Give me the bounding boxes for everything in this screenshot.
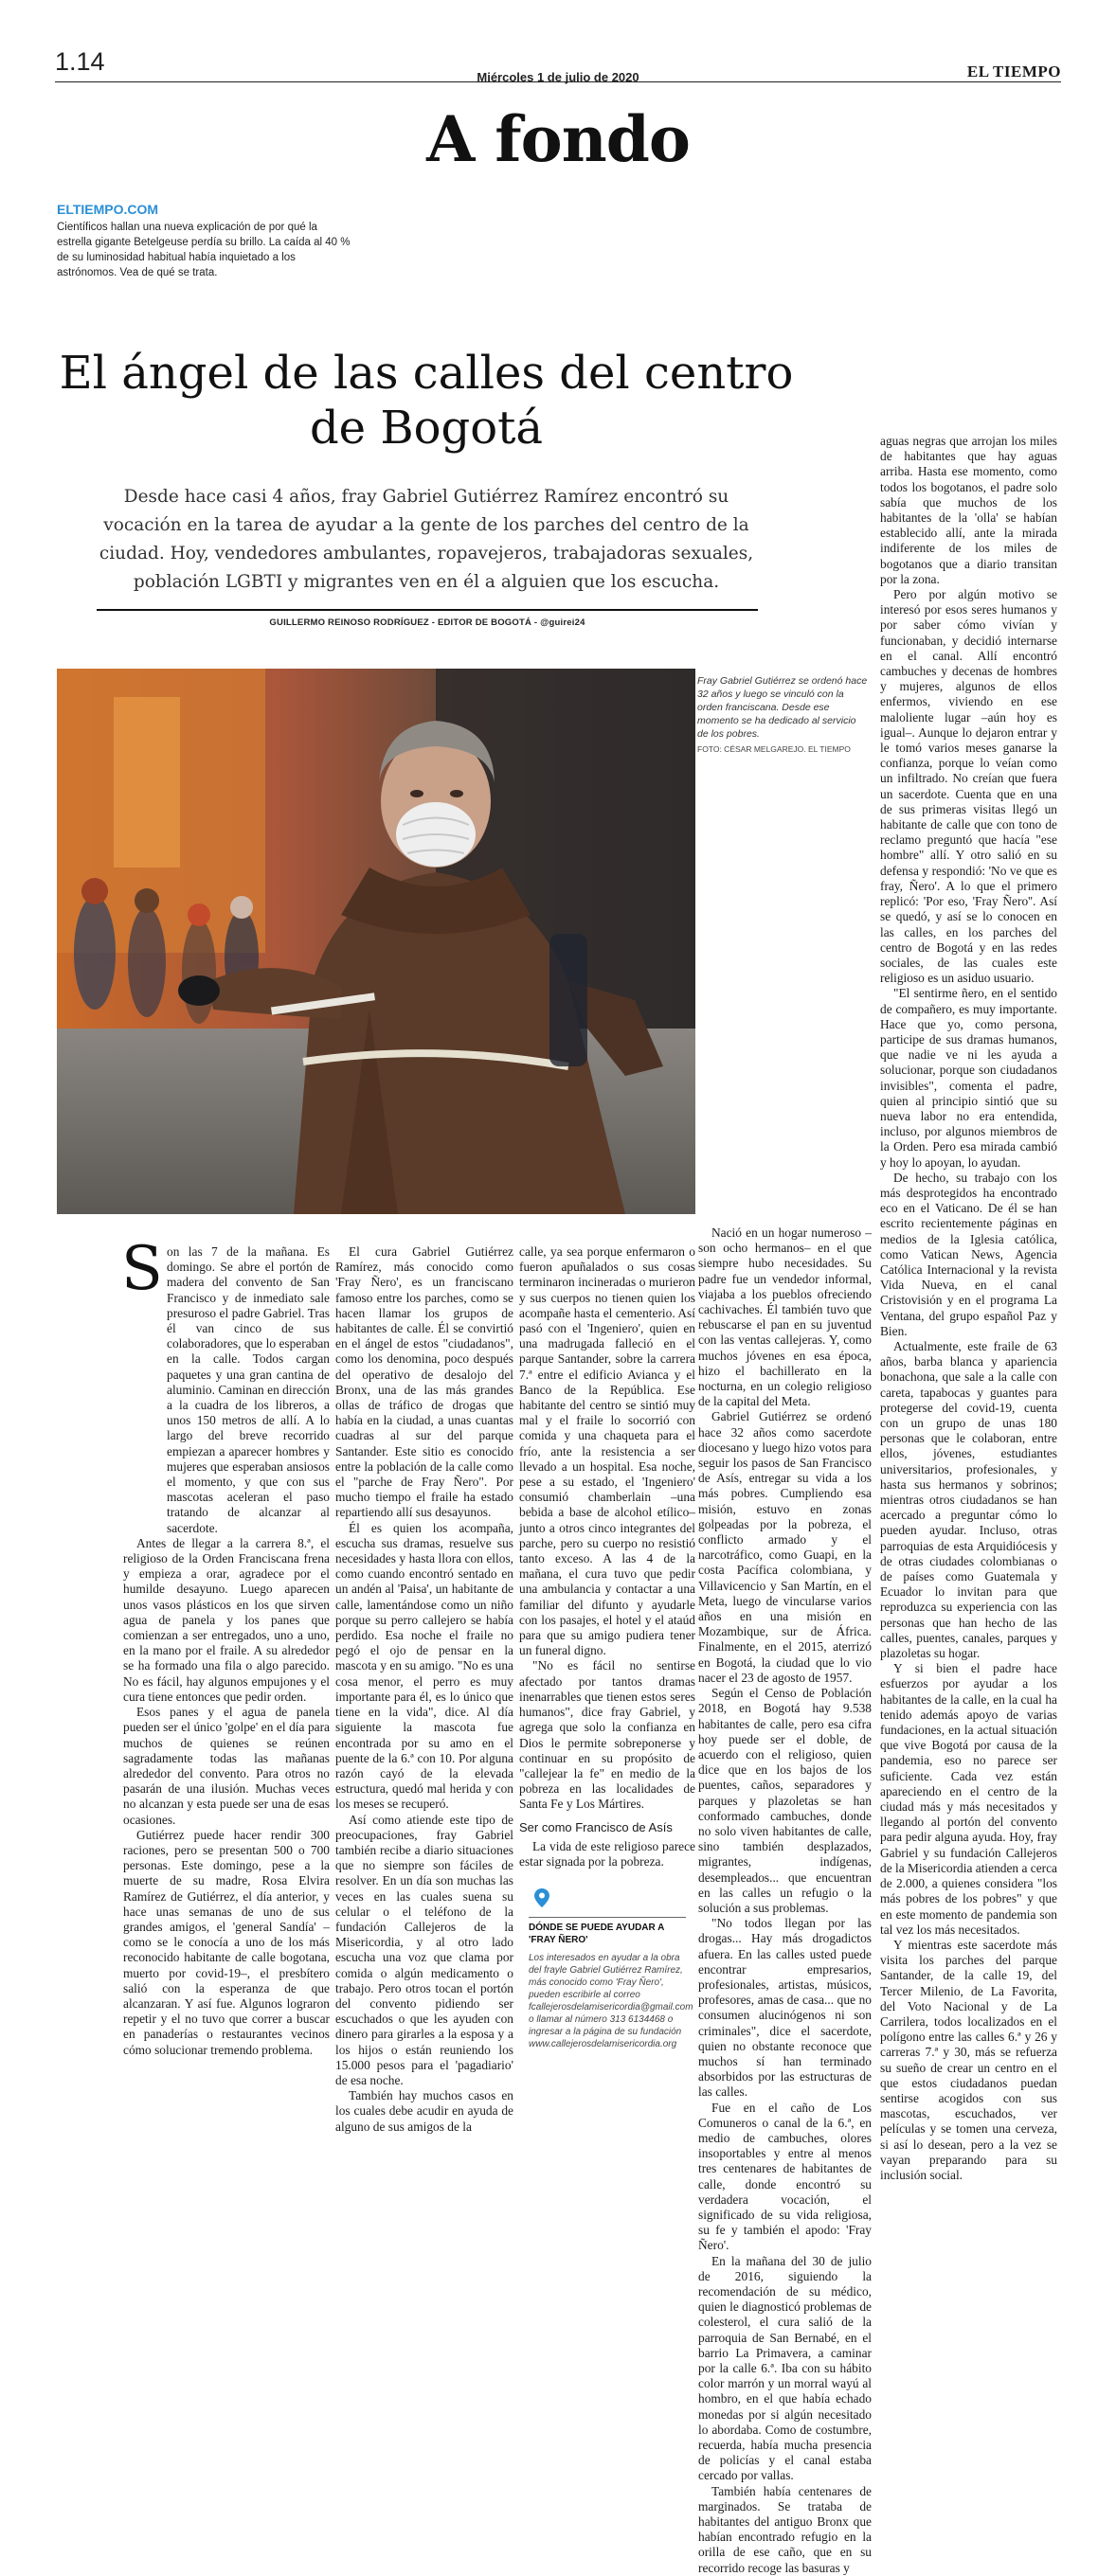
paragraph: Según el Censo de Población 2018, en Bogotá hay 9.538 habitantes de calle, pero esa cifra hoy puede ser el doble, de acuerdo con el religioso, quien dice que en los bajos de los puentes, caños, separadores y parques y plazoletas se han conformado cambuches, donde no solo viven habitantes de calle, sino también desplazados, migrantes, indígenas, desempleados... que encuentran en las calles un refugio o la solución a sus problemas. <box>698 1686 872 1915</box>
article-column-5 <box>880 434 1057 2183</box>
article-headline: El ángel de las calles del centro de Bogotá <box>59 347 794 455</box>
header-rule <box>55 81 1061 82</box>
paragraph: Él es quien los acompaña, escucha sus dramas, resuelve sus necesidades y hasta llora con ellos, como cuando encontró sentado en un andén al 'Paisa', un habitante de calle, lamentándose como un niño porque su perro callejero se había perdido. Esa noche el fraile no pegó el ojo de pensar en la mascota y en su amigo. "No es una cosa menor, el perro es muy importante para él, es lo único que tiene en la vida", dice. Al día siguiente la mascota fue encontrada por su amo en el puente de la 6.ª con 10. Por alguna razón cayó de la elevada estructura, quedó mal herida y con los meses se recuperó. <box>335 1520 513 1812</box>
help-infobox <box>529 1904 693 2050</box>
friar-photo-illustration <box>57 669 695 1214</box>
paragraph: Esos panes y el agua de panela pueden ser el único 'golpe' en el día para muchos de quienes se reúnen sagradamente todas las mañanas alrededor del convento. Para otros no pasarán de una ilusión. Muchas veces no alcanzan y esta puede ser una de esas ocasiones. <box>123 1705 330 1827</box>
infobox-body: Los interesados en ayudar a la obra del frayle Gabriel Gutiérrez Ramírez, más conocido como 'Fray Ñero', pueden escribirle al correo fcallejerosdelamisericordia@gmail.com o llamar al número 313 6134468 o ingresar a la página de su fundación www.callejerosdelamisericordia.org <box>529 1953 693 2049</box>
paragraph: calle, ya sea porque enfermaron o fueron apuñalados o sus cosas terminaron incineradas o murieron y sus cuerpos no tienen quien los acompañe hasta el cementerio. Así pasó con el 'Ingeniero', quien en una madrugada falleció en el parque Santander, sobre la carrera 7.ª entre el edificio Avianca y el Banco de la República. Ese habitante del centro se sintió muy mal y el fraile lo socorrió con comida y una chaqueta para el frío, ante la resistencia a ser llevado a un hospital. Esa noche, pese a su estado, el 'Ingeniero' consumió chamberlain –una bebida a base de alcohol etílico– junto a otros cinco integrantes del parche, pero su cuerpo no resistió tanto exceso. A las 4 de la mañana, el cura tuvo que pedir una ambulancia y contactar a una familiar del difunto y ayudarle con los pasajes, el hotel y el ataúd para que su amigo pudiera tener un funeral digno. <box>519 1244 695 1658</box>
paragraph: aguas negras que arrojan los miles de habitantes que hay aguas arriba. Hasta ese momento, como todos los bogotanos, el padre solo sabía que muchos de los habitantes de la 'olla' se habían establecido allí, ante la mirada indiferente de los miles de bogotanos que a diario transitan por la zona. <box>880 434 1057 586</box>
photo-caption <box>697 674 868 756</box>
article-column-3 <box>519 1244 695 1869</box>
masthead-logo: EL TIEMPO <box>966 63 1061 80</box>
paragraph: Nació en un hogar numeroso –son ocho hermanos– en el que siempre hubo necesidades. Su padre fue un vendedor informal, viajaba a los pueblos ofreciendo cachivaches. Él también tuvo que rebuscarse el pan en su juventud con las ventas callejeras. Y, como muchos jóvenes en esa época, hizo el bachillerato en la nocturna, en un colegio religioso de la capital del Meta. <box>698 1225 872 1409</box>
web-teaser-text: Científicos hallan una nueva explicación de por qué la estrella gigante Betelgeuse perdía su brillo. La caída al 40 % de su luminosidad habitual había inquietado a los astrónomos. Vea de qué se trata. <box>57 222 351 278</box>
paragraph: Y mientras este sacerdote más visita los parches del parque Santander, de la calle 19, del Tercer Milenio, de La Favorita, del Voto Nacional y de La Carrilera, todos localizados en el polígono entre las calles 6.ª y 26 y carreras 7.ª y 30, más se refuerza su sueño de crear un centro en el que estos ciudadanos puedan sentirse acogidos con sus mascotas, escuchados, ver películas y se tomen una cerveza, si así lo desean, pero a la vez se vayan preparando para su inclusión social. <box>880 1937 1057 2182</box>
paragraph: Y si bien el padre hace esfuerzos por ayudar a los habitantes de la calle, en la cual ha tenido además apoyo de varias fundaciones, en la actual situación que vive Bogotá por causa de la pandemia, eso no parece ser suficiente. Cada vez están apareciendo en el centro de la ciudad más y más necesitados y llegando al portón del convento para pedir alguna ayuda. Hoy, fray Gabriel y su fundación Callejeros de la Misericordia atienden a cerca de 2.000, a quienes considera "los más pobres de los pobres" y que en este momento de pandemia son tal vez los más necesitados. <box>880 1661 1057 1937</box>
paragraph: Gutiérrez puede hacer rendir 300 raciones, pero se presentan 500 o 700 personas. Este domingo, pese a la muerte de su madre, Rosa Elvira Ramírez de Gutiérrez, el día anterior, y hace unas semanas de uno de sus grandes amigos, el 'general Sandía' –como se le conocía a uno de los más reconocido habitante de calle bogotana, muerto por covid-19–, el presbítero salió con la esperanza de que alcanzaran. Y así fue. Algunos lograron repetir y el no tuvo que correr a buscar en panaderías o restaurantes vecinos cómo solucionar tremendo problema. <box>123 1827 330 2057</box>
byline-rule <box>97 609 758 611</box>
page-number: 1.14 <box>55 47 105 76</box>
article-photo <box>57 669 695 1214</box>
paragraph: De hecho, su trabajo con los más desprotegidos ha encontrado eco en el Vaticano. De él se han escrito recientemente páginas en medios de la Iglesia católica, como Vatican News, Agencia Católica Internacional y la revista Vida Nueva, en el canal Cristovisión y en el programa La Ventana, del grupo español Paz y Bien. <box>880 1170 1057 1338</box>
issue-date: Miércoles 1 de julio de 2020 <box>477 70 639 84</box>
paragraph: "El sentirme ñero, en el sentido de compañero, es muy importante. Hace que yo, como persona, participe de sus dramas humanos, que nadie ve ni les ayuda a solucionar, porque son ciudadanos invisibles", comenta el padre, quien al principio sintió que su nueva labor no era entendida, incluso, por algunos miembros de la Orden. Pero esa mirada cambió y hoy lo apoyan, lo ayudan. <box>880 986 1057 1170</box>
location-pin-icon <box>534 1888 549 1912</box>
paragraph: Actualmente, este fraile de 63 años, barba blanca y apariencia bonachona, que sale a la calle con careta, tapabocas y guantes para protegerse del covid-19, cuenta con un grupo de unas 180 personas que le colaboran, entre ellos, jóvenes, estudiantes universitarios, profesionales, y hasta sus hermanos y sobrinos; mientras otros ciudadanos se han acercado a preguntar cómo lo pueden ayudar. Incluso, otras parroquias de esta Arquidiócesis y de otras ciudades colombianas o de países como Guatemala y Ecuador lo invitan para que reproduzca su experiencia con las personas que han hecho de las calles, puentes, canales, parques y plazoletas su hogar. <box>880 1338 1057 1661</box>
paragraph: También había centenares de marginados. Se trataba de habitantes del antiguo Bronx que habían encontrado refugio en la orilla de ese caño, que en su recorrido recoge las basuras y <box>698 2483 872 2575</box>
paragraph: Antes de llegar a la carrera 8.ª, el religioso de la Orden Franciscana frena y empieza a orar, agradece por el humilde desayuno. Luego aparecen unos vasos plásticos en los que sirven agua de panela y los panes que comienzan a ser entregados, uno a uno, en la mano por el fraile. A su alrededor se ha formado una fila o algo parecido. No es fácil, hay algunos empujones y el cura tiene entonces que pedir orden. <box>123 1535 330 1704</box>
article-column-2 <box>335 1244 513 2135</box>
paragraph: Fue en el caño de Los Comuneros o canal de la 6.ª, en medio de cambuches, olores insoportables y entre al menos tres centenares de habitantes de calle, donde encontró su verdadera vocación, el significado de su vida religiosa, su fe y también el apodo: 'Fray Ñero'. <box>698 2100 872 2253</box>
paragraph: En la mañana del 30 de julio de 2016, siguiendo la recomendación de su médico, quien le diagnosticó problemas de colesterol, el cura salió de la parroquia de San Bernabé, en el barrio La Primavera, a caminar por la calle 6.ª. Iba con su hábito color marrón y un morral wayú al hombro, en el que había echado monedas por si algún necesitado lo abordaba. Como de costumbre, recuerda, había mucha presencia de policías y el canal estaba cercado por vallas. <box>698 2253 872 2483</box>
paragraph: La vida de este religioso parece estar signada por la pobreza. <box>519 1838 695 1869</box>
infobox-title: DÓNDE SE PUEDE AYUDAR A 'FRAY ÑERO' <box>529 1917 686 1946</box>
paragraph: También hay muchos casos en los cuales debe acudir en ayuda de alguno de sus amigos de la <box>335 2088 513 2134</box>
article-column-1 <box>123 1244 330 2058</box>
paragraph: "No es fácil no sentirse afectado por tantos dramas inenarrables que tienen estos seres humanos", dice fray Gabriel, y agrega que solo la confianza en Dios le permite sobreponerse y continuar en su propósito de "callejear la fe" en medio de la pobreza en las localidades de Santa Fe y Los Mártires. <box>519 1658 695 1812</box>
paragraph: El cura Gabriel Gutiérrez Ramírez, más conocido como 'Fray Ñero', es un franciscano famoso entre los parches, como se hacen llamar los grupos de habitantes de calle. Él se convirtió en el ángel de estos "ciudadanos", como los denomina, poco después del operativo de desalojo del Bronx, una de las más grandes ollas de tráfico de drogas que había en la ciudad, a unas cuantas cuadras al sur del parque Santander. Este sitio es conocido entre la población de la calle como el "parche de Fray Ñero". Por mucho tiempo el fraile ha estado repartiendo allí sus desayunos. <box>335 1244 513 1520</box>
subhead: Ser como Francisco de Asís <box>519 1819 673 1834</box>
paragraph: "No todos llegan por las drogas... Hay más drogadictos afuera. En las calles usted puede encontrar empresarios, profesionales, artistas, músicos, profesores, amas de casa... que no consumen alucinógenos ni son criminales", dice el sacerdote, quien no obstante reconoce que muchos sí han terminado absorbidos por las estructuras de las calles. <box>698 1916 872 2100</box>
photo-credit: FOTO: CÉSAR MELGAREJO. EL TIEMPO <box>697 744 851 754</box>
article-standfirst: Desde hace casi 4 años, fray Gabriel Gutiérrez Ramírez encontró su vocación en la tarea de ayudar a la gente de los parches del centro de la ciudad. Hoy, vendedores ambulantes, ropavejeros, trabajadoras sexuales, población LGBTI y migrantes ven en él a alguien que los escucha. <box>99 487 754 592</box>
article-byline: GUILLERMO REINOSO RODRÍGUEZ - EDITOR DE BOGOTÁ - @guirei24 <box>269 617 585 628</box>
paragraph: on las 7 de la mañana. Es domingo. Se abre el portón de madera del convento de San Francisco y de inmediato sale presuroso el padre Gabriel. Tras él van cinco de sus colaboradores, que lo esperaban en la calle. Todos cargan paquetes y una gran cantina de aluminio. Caminan en dirección a la cuadra de los libreros, a unos 150 metros de allí. A lo largo del breve recorrido empiezan a aparecer hombres y mujeres que esperaban ansiosos el momento, y que con sus mascotas aceleran el paso tratando de alcanzar al sacerdote. <box>167 1244 330 1535</box>
article-column-4 <box>698 1225 872 2576</box>
web-teaser-label[interactable]: ELTIEMPO.COM <box>57 202 159 217</box>
paragraph: Gabriel Gutiérrez se ordenó hace 32 años como sacerdote diocesano y luego hizo votos para seguir los pasos de San Francisco de Asís, entregar su vida a los más pobres. Cumpliendo esa misión, estuvo en zonas golpeadas por la pobreza, el conflicto armado y el narcotráfico, como Guapi, en la costa Pacífica colombiana, y Villavicencio y San Martín, en el Meta, luego de vincularse varios años en una misión en Mozambique, sur de África. Finalmente, en el 2015, aterrizó en Bogotá, la ciudad que lo vio nacer el 23 de agosto de 1957. <box>698 1409 872 1685</box>
paragraph: Pero por algún motivo se interesó por esos seres humanos y por saber cómo vivían y funcionaban, y decidió internarse en el canal. Allí encontró cambuches y decenas de hombres y mujeres, algunos de ellos enfermos, viviendo en ese maloliente lugar –aún hoy es igual–. Aunque lo dejaron entrar y le tomó varios meses ganarse la confianza, porque lo veían como un infiltrado. No creían que fuera un sacerdote. Cuenta que en una de sus primeras visitas llegó un habitante de calle que con tono de reclamo preguntó que hacía "ese hombre" allí. Y otro salió en su defensa y respondió: 'No ve que es fray, Ñero'. A lo que el primero replicó: 'Por eso, 'Fray Ñero''. Así se quedó, y así se lo conocen en las calles, en los parches del centro de Bogotá y en las redes sociales, de las cuales este religioso es un asiduo usuario. <box>880 587 1057 986</box>
section-title: A fondo <box>426 102 690 176</box>
photo-caption-text: Fray Gabriel Gutiérrez se ordenó hace 32 años y luego se vinculó con la orden franciscana. Desde ese momento se ha dedicado al servicio de los pobres. <box>697 675 868 740</box>
paragraph: Así como atiende este tipo de preocupaciones, fray Gabriel también recibe a diario situaciones que no siempre son fáciles de resolver. En un día son muchas las veces en las cuales suena su celular o el teléfono de la fundación Callejeros de la Misericordia, y al otro lado escucha una voz que clama por comida o algún medicamento o trabajo. Pero otros tocan el portón del convento pidiendo ser escuchados o que les ayuden con dinero para girarles a la esposa y a los hijos o están reuniendo los 15.000 pesos para el 'pagadiario' de esa noche. <box>335 1812 513 2087</box>
dropcap: S <box>121 1234 163 1304</box>
